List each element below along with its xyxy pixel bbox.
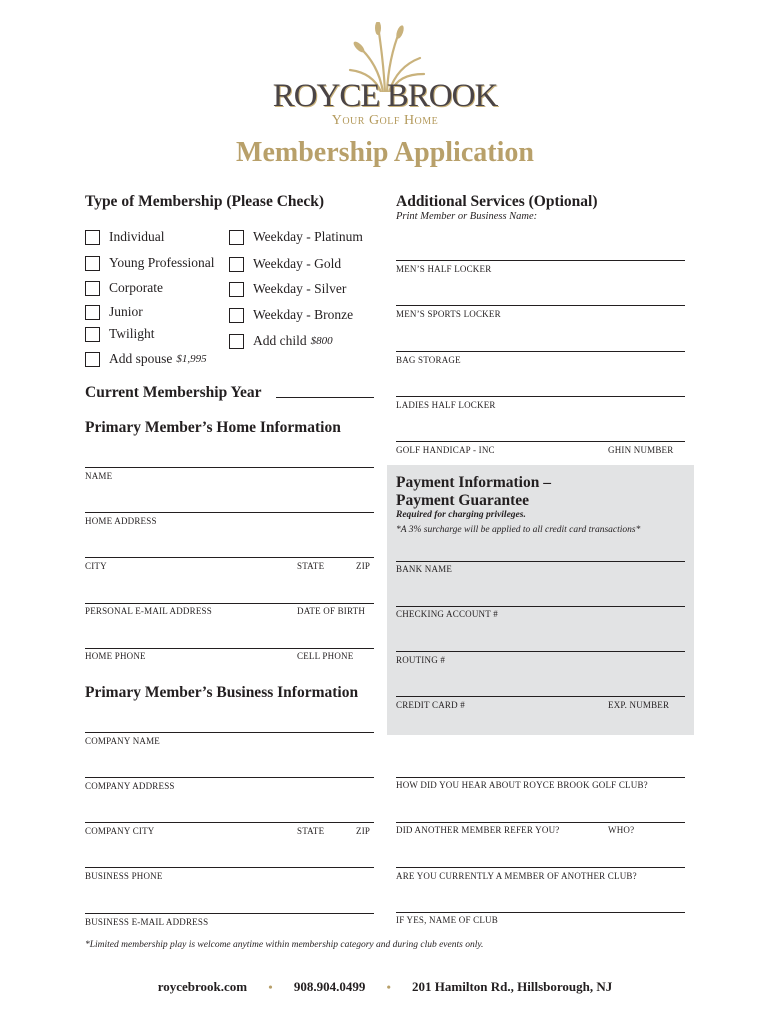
membership-type-heading: Type of Membership (Please Check): [85, 193, 325, 210]
separator-dot: •: [268, 980, 273, 994]
separator-dot: •: [386, 980, 391, 994]
option-price: $800: [310, 335, 333, 347]
bank-name-label: BANK NAME: [396, 564, 453, 574]
option-label: Weekday - Gold: [253, 256, 342, 271]
option-price: $1,995: [176, 353, 207, 365]
option-label: Individual: [109, 229, 165, 244]
membership-option[interactable]: [85, 280, 163, 296]
payment-heading-line2: Payment Guarantee: [396, 492, 530, 509]
current-year-input[interactable]: [276, 397, 374, 398]
membership-option[interactable]: [229, 307, 353, 323]
required-note: Required for charging privileges.: [396, 510, 526, 520]
who-label: WHO?: [608, 825, 635, 835]
company-address-label: COMPANY ADDRESS: [85, 781, 175, 791]
option-label: Young Professional: [109, 255, 215, 270]
membership-option[interactable]: [85, 326, 155, 342]
personal-email-label: PERSONAL E-MAIL ADDRESS: [85, 606, 212, 616]
ghin-number-label: GHIN NUMBER: [608, 445, 674, 455]
address: 201 Hamilton Rd., Hillsborough, NJ: [412, 979, 613, 994]
checkbox[interactable]: [85, 352, 100, 367]
option-label: Corporate: [109, 280, 163, 295]
mens-half-locker-label: MEN’S HALF LOCKER: [396, 264, 492, 274]
referred-label: DID ANOTHER MEMBER REFER YOU?: [396, 825, 560, 835]
checkbox[interactable]: [229, 308, 244, 323]
mens-sports-locker-input[interactable]: [396, 351, 685, 352]
company-address-input[interactable]: [85, 777, 374, 778]
option-label: Twilight: [109, 326, 155, 341]
credit-card-label: CREDIT CARD #: [396, 700, 465, 710]
website-link[interactable]: roycebrook.com: [157, 979, 248, 994]
option-label: Weekday - Bronze: [253, 307, 354, 322]
business-email-input[interactable]: [85, 913, 374, 914]
bank-name-input[interactable]: [396, 606, 685, 607]
payment-line[interactable]: [396, 561, 685, 562]
home-phone-label: HOME PHONE: [85, 651, 146, 661]
checkbox[interactable]: [85, 305, 100, 320]
option-label: Weekday - Platinum: [253, 229, 363, 244]
checkbox[interactable]: [229, 334, 244, 349]
checkbox[interactable]: [85, 327, 100, 342]
dob-label: DATE OF BIRTH: [297, 606, 366, 616]
checkbox[interactable]: [229, 282, 244, 297]
footer-contact: [0, 979, 770, 995]
membership-option[interactable]: [229, 256, 341, 272]
cell-phone-label: CELL PHONE: [297, 651, 354, 661]
name-input[interactable]: [85, 467, 374, 468]
option-label: Weekday - Silver: [253, 281, 347, 296]
business-phone-label: BUSINESS PHONE: [85, 871, 163, 881]
membership-option[interactable]: [229, 281, 346, 297]
checking-account-input[interactable]: [396, 651, 685, 652]
membership-option[interactable]: [85, 229, 165, 245]
payment-heading-line1: Payment Information –: [396, 474, 551, 491]
ladies-half-locker-label: LADIES HALF LOCKER: [396, 400, 496, 410]
company-city-label: COMPANY CITY: [85, 826, 155, 836]
routing-label: ROUTING #: [396, 655, 446, 665]
name-label: NAME: [85, 471, 113, 481]
logo-name: ROYCE BROOK: [272, 78, 498, 114]
business-info-heading: Primary Member’s Business Information: [85, 684, 359, 701]
zip-label: ZIP: [356, 561, 371, 571]
membership-option[interactable]: [85, 255, 215, 271]
membership-option[interactable]: [85, 304, 143, 320]
checkbox[interactable]: [229, 230, 244, 245]
current-year-label: Current Membership Year: [85, 384, 262, 401]
checking-account-label: CHECKING ACCOUNT #: [396, 609, 498, 619]
home-address-label: HOME ADDRESS: [85, 516, 157, 526]
option-label: Junior: [109, 304, 143, 319]
club-name-label: IF YES, NAME OF CLUB: [396, 915, 498, 925]
other-club-input[interactable]: [396, 912, 685, 913]
company-state-label: STATE: [297, 826, 325, 836]
business-phone-input[interactable]: [85, 867, 374, 868]
email-dob-input[interactable]: [85, 603, 374, 604]
option-label: Add child: [253, 333, 307, 348]
hear-about-input[interactable]: [396, 822, 685, 823]
referred-input[interactable]: [396, 867, 685, 868]
mens-sports-locker-label: MEN’S SPORTS LOCKER: [396, 309, 501, 319]
mens-half-locker-input[interactable]: [396, 305, 685, 306]
checkbox[interactable]: [85, 230, 100, 245]
company-zip-label: ZIP: [356, 826, 371, 836]
golf-handicap-label: GOLF HANDICAP - INC: [396, 445, 495, 455]
company-city-input[interactable]: [85, 822, 374, 823]
add-child-option[interactable]: [229, 333, 333, 349]
exp-number-label: EXP. NUMBER: [608, 700, 670, 710]
additional-services-heading: Additional Services (Optional): [396, 193, 598, 210]
print-name-note: Print Member or Business Name:: [396, 211, 538, 222]
option-label: Add spouse: [109, 351, 173, 366]
membership-option[interactable]: [229, 229, 363, 245]
city-state-zip-input[interactable]: [85, 557, 374, 558]
page-title: Membership Application: [236, 137, 534, 168]
city-label: CITY: [85, 561, 107, 571]
bag-storage-input[interactable]: [396, 396, 685, 397]
business-email-label: BUSINESS E-MAIL ADDRESS: [85, 917, 209, 927]
home-info-heading: Primary Member’s Home Information: [85, 419, 341, 436]
add-spouse-option[interactable]: [85, 351, 207, 367]
hear-about-label: HOW DID YOU HEAR ABOUT ROYCE BROOK GOLF CLUB?: [396, 780, 648, 790]
state-label: STATE: [297, 561, 325, 571]
footer-note: *Limited membership play is welcome anytime within membership category and during club events only.: [85, 940, 484, 950]
routing-input[interactable]: [396, 696, 685, 697]
logo-tagline: Your Golf Home: [331, 113, 439, 128]
ladies-half-locker-input[interactable]: [396, 441, 685, 442]
phone-number: 908.904.0499: [293, 979, 366, 994]
credit-card-input[interactable]: [396, 777, 685, 778]
print-name-input[interactable]: [396, 260, 685, 261]
checkbox[interactable]: [85, 281, 100, 296]
surcharge-note: *A 3% surcharge will be applied to all credit card transactions*: [396, 525, 641, 535]
company-name-label: COMPANY NAME: [85, 736, 160, 746]
home-address-input[interactable]: [85, 512, 374, 513]
other-club-label: ARE YOU CURRENTLY A MEMBER OF ANOTHER CLUB?: [396, 871, 637, 881]
checkbox[interactable]: [229, 257, 244, 272]
company-name-input[interactable]: [85, 732, 374, 733]
phone-input[interactable]: [85, 648, 374, 649]
bag-storage-label: BAG STORAGE: [396, 355, 461, 365]
checkbox[interactable]: [85, 256, 100, 271]
